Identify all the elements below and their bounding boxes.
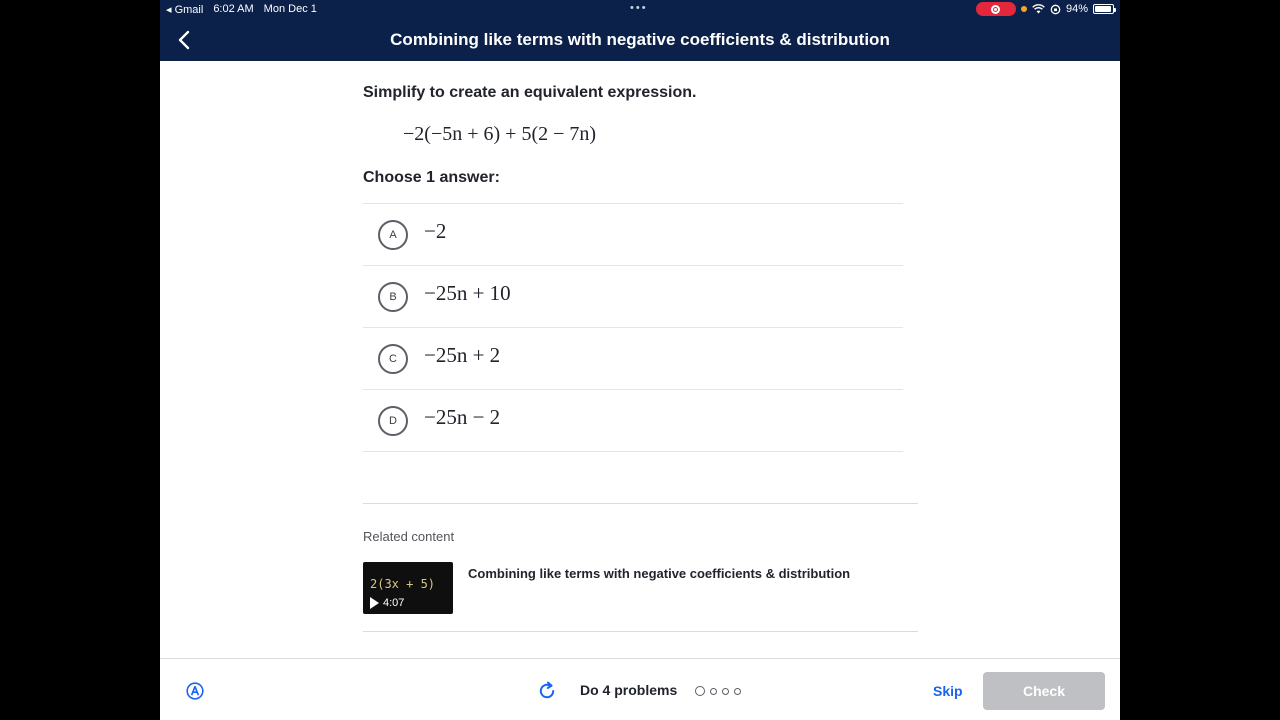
wifi-icon — [1032, 4, 1045, 14]
section-divider-bottom — [363, 631, 918, 632]
question-expression: −2(−5n + 6) + 5(2 − 7n) — [403, 123, 597, 145]
choice-d[interactable] — [363, 390, 903, 452]
progress-dot — [734, 688, 741, 695]
choice-text: −25n + 2 — [424, 343, 501, 367]
choose-label: Choose 1 answer: — [363, 169, 500, 186]
mic-indicator-icon — [1021, 6, 1027, 12]
status-bar — [160, 0, 1120, 19]
status-left — [166, 3, 317, 16]
choice-letter-badge: B — [378, 282, 408, 312]
video-thumbnail[interactable] — [363, 562, 453, 614]
multitasking-dots[interactable]: ••• — [630, 2, 648, 14]
status-date: Mon Dec 1 — [263, 3, 317, 15]
accessibility-icon — [186, 682, 204, 700]
related-video-title[interactable]: Combining like terms with negative coefficients & distribution — [468, 566, 851, 581]
back-to-gmail-link[interactable]: ◂ Gmail — [166, 4, 204, 16]
section-divider — [363, 503, 918, 504]
progress-label: Do 4 problems — [580, 682, 678, 698]
check-button[interactable]: Check — [983, 672, 1105, 710]
status-time: 6:02 AM — [213, 3, 254, 15]
title-bar — [160, 19, 1120, 61]
thumbnail-math-text: 2(3x + 5) — [370, 577, 436, 591]
choice-b[interactable] — [363, 266, 903, 328]
duration-text: 4:07 — [383, 597, 405, 609]
progress-dots — [695, 686, 741, 696]
battery-percent: 94% — [1065, 3, 1088, 15]
choice-letter-badge: D — [378, 406, 408, 436]
page-title: Combining like terms with negative coefficients & distribution — [390, 30, 890, 49]
accessibility-button[interactable] — [186, 682, 204, 700]
progress-dot — [695, 686, 705, 696]
play-icon — [370, 597, 379, 609]
orientation-lock-icon — [1050, 4, 1061, 15]
app-screen — [160, 0, 1120, 720]
answer-choices — [363, 203, 903, 452]
screen-record-indicator[interactable] — [976, 2, 1016, 16]
question-prompt: Simplify to create an equivalent expression. — [363, 84, 697, 101]
related-content-label: Related content — [363, 529, 455, 544]
skip-button[interactable]: Skip — [933, 683, 963, 699]
progress-dot — [722, 688, 729, 695]
video-duration — [370, 597, 404, 609]
record-icon — [991, 5, 1000, 14]
choice-text: −25n + 10 — [424, 281, 511, 305]
battery-fill — [1095, 6, 1111, 12]
choice-letter-badge: A — [378, 220, 408, 250]
reset-icon — [537, 681, 557, 701]
choice-c[interactable] — [363, 328, 903, 390]
choice-text: −25n − 2 — [424, 405, 501, 429]
battery-icon — [1093, 4, 1114, 14]
status-right — [976, 2, 1114, 16]
choice-a[interactable] — [363, 204, 903, 266]
choice-text: −2 — [424, 219, 447, 243]
start-over-button[interactable] — [537, 681, 557, 701]
progress-dot — [710, 688, 717, 695]
bottom-bar — [160, 658, 1120, 720]
choice-letter-badge: C — [378, 344, 408, 374]
